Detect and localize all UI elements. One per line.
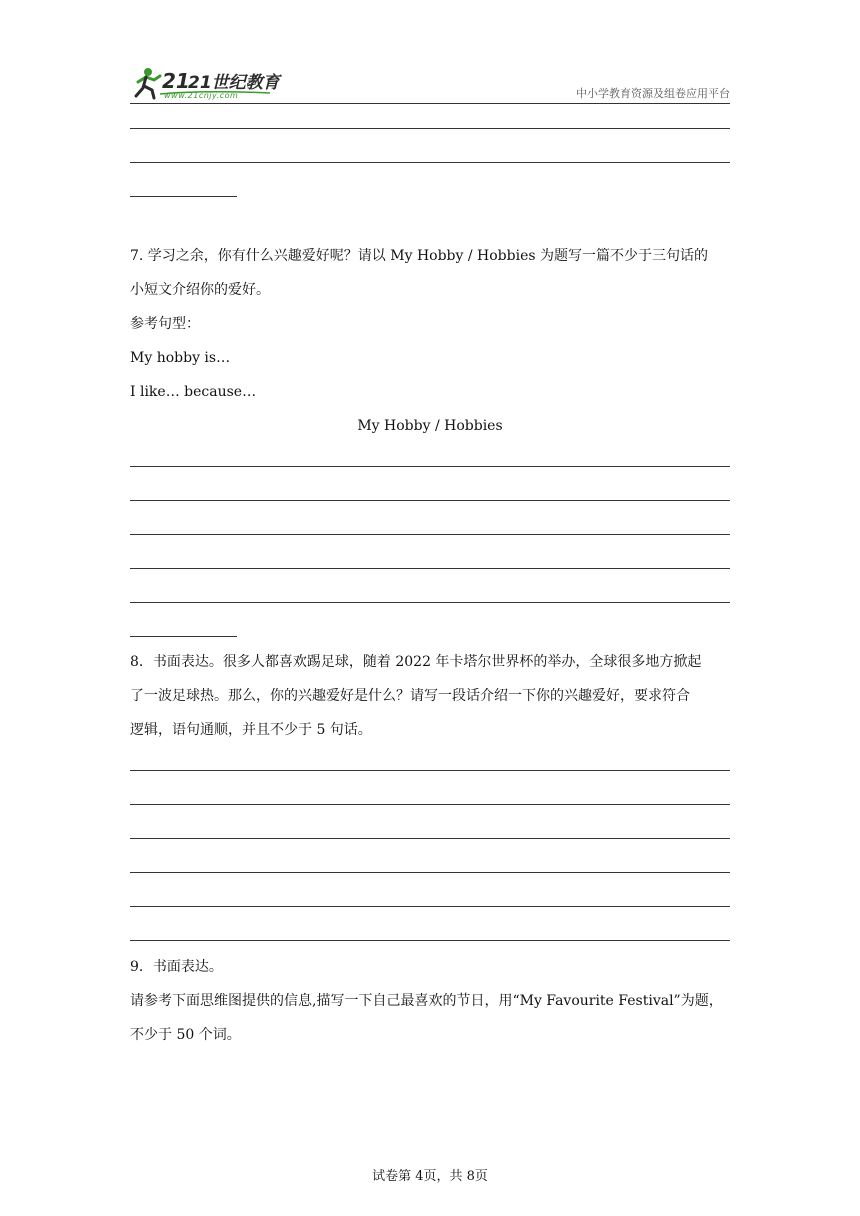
answer-line[interactable] — [130, 838, 730, 839]
answer-line[interactable] — [130, 940, 730, 941]
q7-reference-label: 参考句型： — [130, 316, 200, 332]
q7-essay-title: My Hobby / Hobbies — [357, 418, 503, 434]
q7-sentence-pattern-2: I like… because… — [130, 384, 257, 400]
logo-brand-text: 21世纪教育 — [188, 73, 280, 93]
q9-prompt-line2: 请参考下面思维图提供的信息,描写一下自己最喜欢的节日，用“My Favourite Festival”为题， — [130, 993, 723, 1009]
answer-line-short[interactable] — [130, 636, 237, 637]
q8-prompt-line3: 逻辑，语句通顺，并且不少于 5 句话。 — [130, 722, 372, 738]
answer-line[interactable] — [130, 500, 730, 501]
q9-prompt-line3: 不少于 50 个词。 — [130, 1027, 241, 1043]
answer-line-short[interactable] — [130, 196, 237, 197]
answer-line[interactable] — [130, 162, 730, 163]
answer-line[interactable] — [130, 568, 730, 569]
answer-line[interactable] — [130, 770, 730, 771]
site-logo — [130, 64, 280, 104]
page-header — [130, 62, 730, 104]
q8-prompt-line1: 8．书面表达。很多人都喜欢踢足球，随着 2022 年卡塔尔世界杯的举办，全球很多地方掀起 — [130, 654, 702, 670]
logo-url-text: www.21cnjy.com — [164, 91, 239, 100]
answer-line[interactable] — [130, 466, 730, 467]
answer-line[interactable] — [130, 804, 730, 805]
q7-prompt-line2: 小短文介绍你的爱好。 — [130, 282, 270, 298]
answer-line[interactable] — [130, 128, 730, 129]
q7-prompt-line1: 7. 学习之余，你有什么兴趣爱好呢？请以 My Hobby / Hobbies 为题写一篇不少于三句话的 — [130, 248, 708, 264]
q7-sentence-pattern-1: My hobby is… — [130, 350, 231, 366]
answer-line[interactable] — [130, 602, 730, 603]
page-footer: 试卷第 4页，共 8页 — [372, 1169, 488, 1184]
platform-name: 中小学教育资源及组卷应用平台 — [576, 87, 730, 100]
answer-line[interactable] — [130, 534, 730, 535]
answer-line[interactable] — [130, 872, 730, 873]
answer-line[interactable] — [130, 906, 730, 907]
q9-prompt-line1: 9．书面表达。 — [130, 959, 223, 975]
q8-prompt-line2: 了一波足球热。那么，你的兴趣爱好是什么？请写一段话介绍一下你的兴趣爱好，要求符合 — [130, 688, 690, 704]
svg-text:21: 21 — [162, 69, 190, 93]
header-divider — [130, 103, 730, 104]
